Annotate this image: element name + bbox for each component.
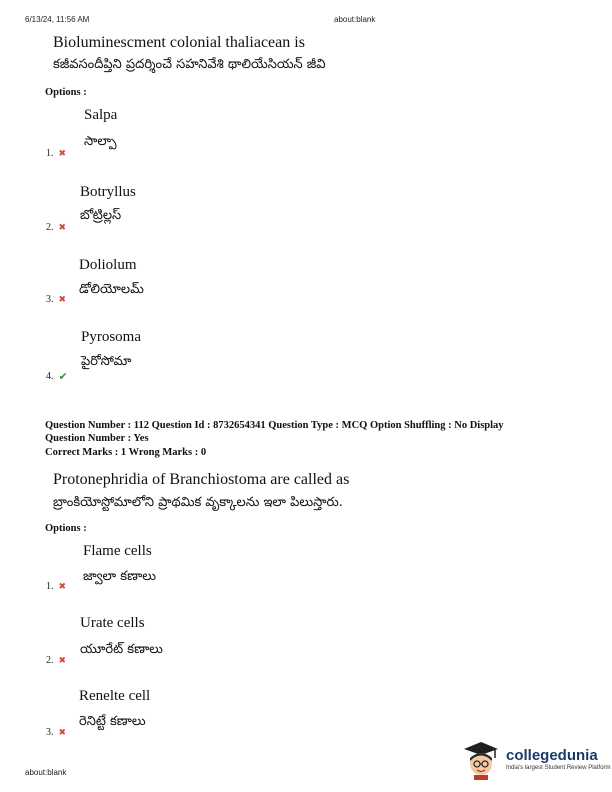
print-datetime: 6/13/24, 11:56 AM bbox=[25, 15, 90, 24]
option-4-te: పైరోసోమా bbox=[81, 354, 132, 369]
option-3-marker bbox=[46, 294, 66, 305]
option-number: 1. bbox=[46, 148, 54, 159]
option-number: 2. bbox=[46, 655, 54, 666]
print-footer-url: about:blank bbox=[25, 768, 67, 777]
cross-icon: ✖ bbox=[58, 148, 67, 159]
option-number: 4. bbox=[46, 371, 54, 382]
question-text-en: Protonephridia of Branchiostoma are called as bbox=[53, 471, 350, 488]
options-label: Options : bbox=[45, 87, 87, 98]
brand-name: collegedunia bbox=[506, 747, 598, 764]
option-3-te: డోలియోలమ్ bbox=[79, 282, 144, 297]
option-2-te: యూరేట్ కణాలు bbox=[80, 642, 163, 657]
options-label: Options : bbox=[45, 523, 87, 534]
cross-icon: ✖ bbox=[58, 581, 67, 592]
student-mascot-icon bbox=[462, 740, 500, 780]
option-number: 2. bbox=[46, 222, 54, 233]
option-2-marker bbox=[46, 222, 66, 233]
question-text-te: కజీవసందీప్తిని ప్రదర్శించే సహనివేశి థాలియేసియన్ జీవి bbox=[53, 57, 326, 72]
question-text-te: బ్రాంకియోస్టోమాలోని ప్రాథమిక వృక్కాలను ఇలా పిలుస్తారు. bbox=[53, 495, 343, 510]
option-3-en: Doliolum bbox=[79, 257, 137, 273]
option-2-en: Urate cells bbox=[80, 615, 145, 631]
option-3-te: రెనిట్టే కణాలు bbox=[79, 714, 146, 729]
option-1-marker bbox=[46, 581, 66, 592]
option-number: 3. bbox=[46, 727, 54, 738]
cross-icon: ✖ bbox=[58, 655, 67, 666]
option-1-en: Flame cells bbox=[83, 543, 152, 559]
option-2-marker bbox=[46, 655, 66, 666]
collegedunia-logo bbox=[462, 740, 611, 780]
print-page-title: about:blank bbox=[334, 15, 376, 24]
brand-tagline: India's largest Student Review Platform bbox=[506, 765, 611, 771]
question-meta-line1: Question Number : 112 Question Id : 8732654341 Question Type : MCQ Option Shuffling : No Display bbox=[45, 420, 504, 431]
option-1-marker bbox=[46, 148, 66, 159]
cross-icon: ✖ bbox=[58, 727, 67, 738]
option-2-en: Botryllus bbox=[80, 184, 136, 200]
question-text-en: Bioluminescment colonial thaliacean is bbox=[53, 34, 305, 51]
option-1-te: జ్వాలా కణాలు bbox=[83, 569, 156, 584]
cross-icon: ✖ bbox=[58, 294, 67, 305]
option-3-marker bbox=[46, 727, 66, 738]
question-meta-line2: Question Number : Yes bbox=[45, 433, 149, 444]
option-1-te: సాల్పా bbox=[84, 134, 117, 149]
check-icon: ✔ bbox=[58, 370, 68, 383]
cross-icon: ✖ bbox=[58, 222, 67, 233]
option-number: 1. bbox=[46, 581, 54, 592]
option-2-te: బోట్రిల్లస్ bbox=[80, 208, 122, 223]
option-number: 3. bbox=[46, 294, 54, 305]
option-4-en: Pyrosoma bbox=[81, 329, 141, 345]
question-meta-line3: Correct Marks : 1 Wrong Marks : 0 bbox=[45, 447, 207, 458]
option-3-en: Renelte cell bbox=[79, 688, 151, 704]
option-4-marker bbox=[46, 370, 68, 383]
option-1-en: Salpa bbox=[84, 107, 118, 123]
